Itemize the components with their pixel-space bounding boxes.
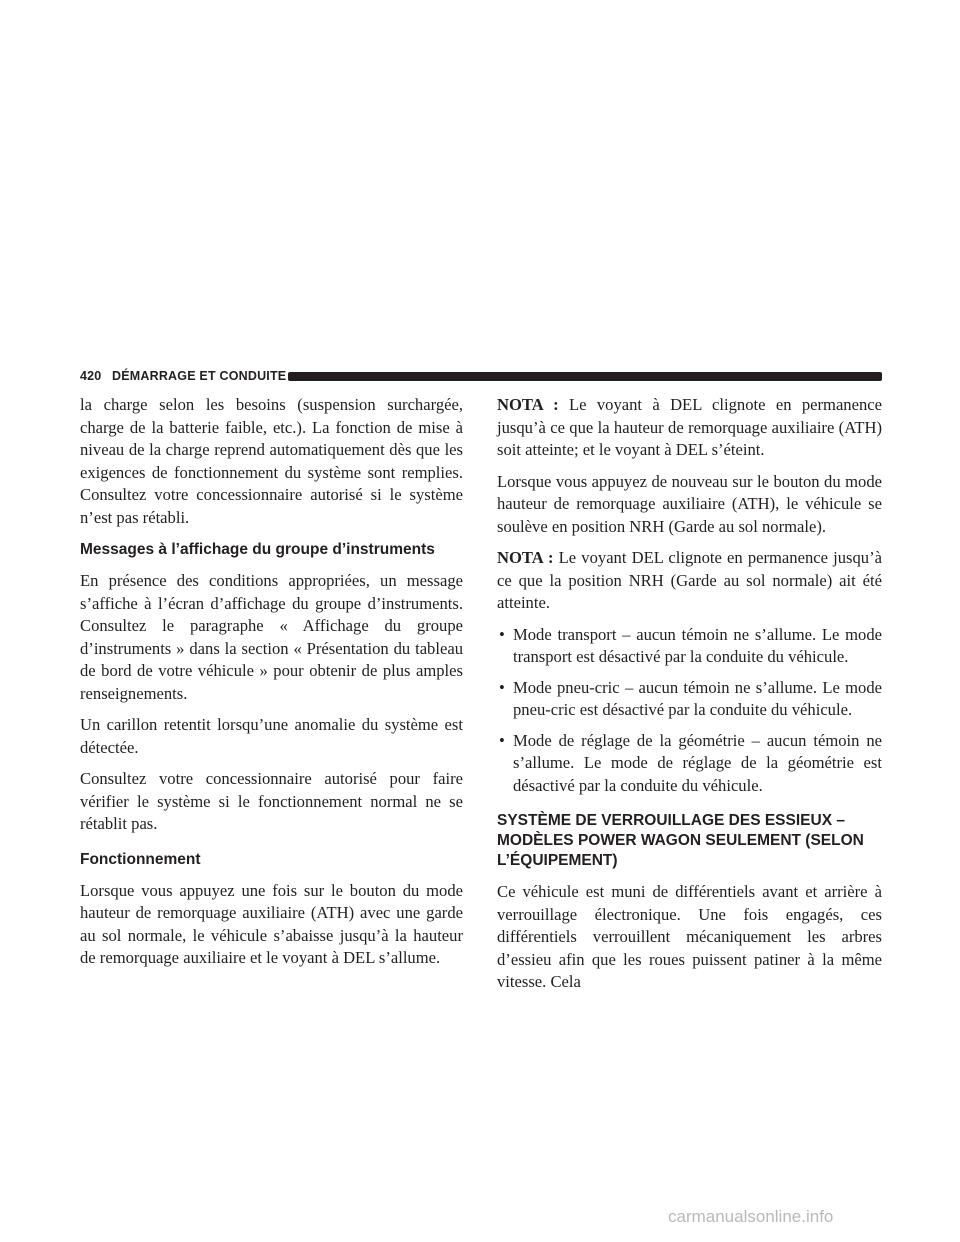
list-item: • Mode de réglage de la géométrie – aucun témoin ne s’allume. Le mode de réglage de la géométrie est désactivé par la conduite du véhicule. <box>499 730 882 795</box>
heading-verrouillage: SYSTÈME DE VERROUILLAGE DES ESSIEUX – MODÈLES POWER WAGON SEULEMENT (SELON L’ÉQUIPEMENT) <box>497 812 864 869</box>
paragraph-messages: En présence des conditions appropriées, un message s’affiche à l’écran d’affichage du groupe d’instruments. Consultez le paragraphe « Affichage du groupe d’instruments » dans la section « Présentation du tableau de bord de votre véhicule » pour obtenir de plus amples renseignements. <box>80 571 463 703</box>
heading-fonctionnement: Fonctionnement <box>80 850 201 868</box>
bullet-icon: • <box>499 730 505 750</box>
watermark: carmanualsonline.info <box>668 1207 834 1226</box>
note-label: NOTA : <box>497 548 554 567</box>
left-column <box>80 394 463 979</box>
bullet-icon: • <box>499 624 505 644</box>
page-number: 420 <box>80 369 102 383</box>
note-text: Le voyant DEL clignote en permanence jusqu’à ce que la position NRH (Garde au sol normale) ait été atteinte. <box>497 548 882 612</box>
note-1 <box>497 394 882 462</box>
right-column <box>497 394 882 1003</box>
paragraph-charge: la charge selon les besoins (suspension surchargée, charge de la batterie faible, etc.). La fonction de mise à niveau de la charge reprend automatiquement dès que les exigences de fonctionnement du système sont remplies. Consultez votre concessionnaire autorisé si le système n’est pas rétabli. <box>80 395 463 527</box>
paragraph-fonctionnement: Lorsque vous appuyez une fois sur le bouton du mode hauteur de remorquage auxiliaire (ATH) avec une garde au sol normale, le véhicule s’abaisse jusqu’à la hauteur de remorquage auxiliaire et le voyant à DEL s’allume. <box>80 880 463 967</box>
heading-messages: Messages à l’affichage du groupe d’instruments <box>80 541 435 558</box>
section-title: DÉMARRAGE ET CONDUITE <box>112 369 287 383</box>
note-2 <box>497 547 882 615</box>
header-rule <box>288 372 882 381</box>
note-label: NOTA : <box>497 395 559 414</box>
bullet-icon: • <box>499 677 505 697</box>
paragraph-verrouillage: Ce véhicule est muni de différentiels avant et arrière à verrouillage électronique. Une fois engagés, ces différentiels verrouillent mécaniquement les arbres d’essieu afin que les roues puissent patiner à la même vitesse. Cela <box>497 882 882 991</box>
note-text: Le voyant à DEL clignote en permanence jusqu’à ce que la hauteur de remorquage auxiliaire (ATH) soit atteinte; et le voyant à DEL s’éteint. <box>497 395 882 459</box>
list-item: • Mode transport – aucun témoin ne s’allume. Le mode transport est désactivé par la conduite du véhicule. <box>499 624 882 666</box>
list-item: • Mode pneu-cric – aucun témoin ne s’allume. Le mode pneu-cric est désactivé par la conduite du véhicule. <box>499 677 882 719</box>
paragraph-concessionnaire: Consultez votre concessionnaire autorisé pour faire vérifier le système si le fonctionnement normal ne se rétablit pas. <box>80 769 463 833</box>
paragraph-ath: Lorsque vous appuyez de nouveau sur le bouton du mode hauteur de remorquage auxiliaire (ATH), le véhicule se soulève en position NRH (Garde au sol normale). <box>497 471 882 536</box>
paragraph-carillon: Un carillon retentit lorsqu’une anomalie du système est détectée. <box>80 715 463 757</box>
mode-list <box>497 624 882 798</box>
page-header <box>80 367 882 389</box>
